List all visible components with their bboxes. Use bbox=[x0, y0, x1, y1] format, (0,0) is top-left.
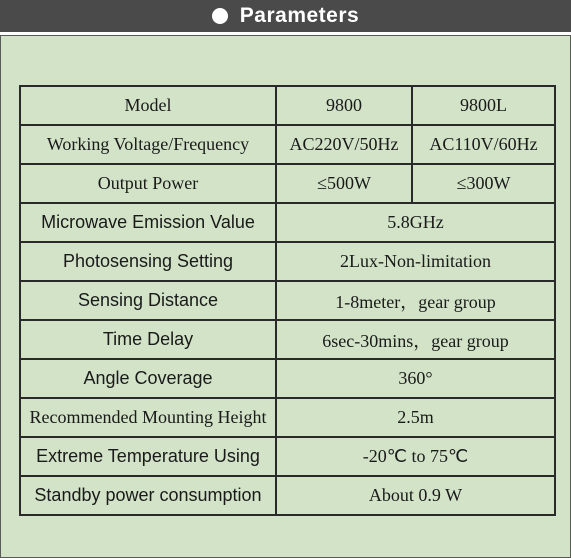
header-inner bbox=[212, 4, 359, 28]
voltage-value-1: AC220V/50Hz bbox=[276, 125, 412, 164]
row-label-power: Output Power bbox=[20, 164, 276, 203]
row-label: Recommended Mounting Height bbox=[20, 398, 276, 437]
model-value-1: 9800 bbox=[276, 86, 412, 125]
table-row bbox=[20, 398, 555, 437]
row-label-model: Model bbox=[20, 86, 276, 125]
row-value: 2.5m bbox=[276, 398, 555, 437]
row-label: Standby power consumption bbox=[20, 476, 276, 515]
row-value: -20℃ to 75℃ bbox=[276, 437, 555, 476]
row-label: Angle Coverage bbox=[20, 359, 276, 398]
row-value: 1-8meter，gear group bbox=[276, 281, 555, 320]
row-value: About 0.9 W bbox=[276, 476, 555, 515]
table-row bbox=[20, 281, 555, 320]
row-label-voltage: Working Voltage/Frequency bbox=[20, 125, 276, 164]
table-row-voltage bbox=[20, 125, 555, 164]
voltage-value-2: AC110V/60Hz bbox=[412, 125, 555, 164]
power-value-1: ≤500W bbox=[276, 164, 412, 203]
table-row bbox=[20, 320, 555, 359]
table-row bbox=[20, 476, 555, 515]
row-label: Photosensing Setting bbox=[20, 242, 276, 281]
parameters-table bbox=[19, 85, 556, 516]
table-row bbox=[20, 242, 555, 281]
table-row bbox=[20, 203, 555, 242]
row-value: 5.8GHz bbox=[276, 203, 555, 242]
section-title: Parameters bbox=[239, 4, 360, 27]
row-label: Microwave Emission Value bbox=[20, 203, 276, 242]
row-label: Extreme Temperature Using bbox=[20, 437, 276, 476]
bullet-dot-icon bbox=[212, 8, 228, 24]
row-value: 360° bbox=[276, 359, 555, 398]
table-row-power bbox=[20, 164, 555, 203]
row-label: Sensing Distance bbox=[20, 281, 276, 320]
row-value: 2Lux-Non-limitation bbox=[276, 242, 555, 281]
row-label: Time Delay bbox=[20, 320, 276, 359]
table-row bbox=[20, 437, 555, 476]
section-header bbox=[0, 0, 571, 32]
model-value-2: 9800L bbox=[412, 86, 555, 125]
power-value-2: ≤300W bbox=[412, 164, 555, 203]
table-row bbox=[20, 359, 555, 398]
table-row-model bbox=[20, 86, 555, 125]
row-value: 6sec-30mins，gear group bbox=[276, 320, 555, 359]
